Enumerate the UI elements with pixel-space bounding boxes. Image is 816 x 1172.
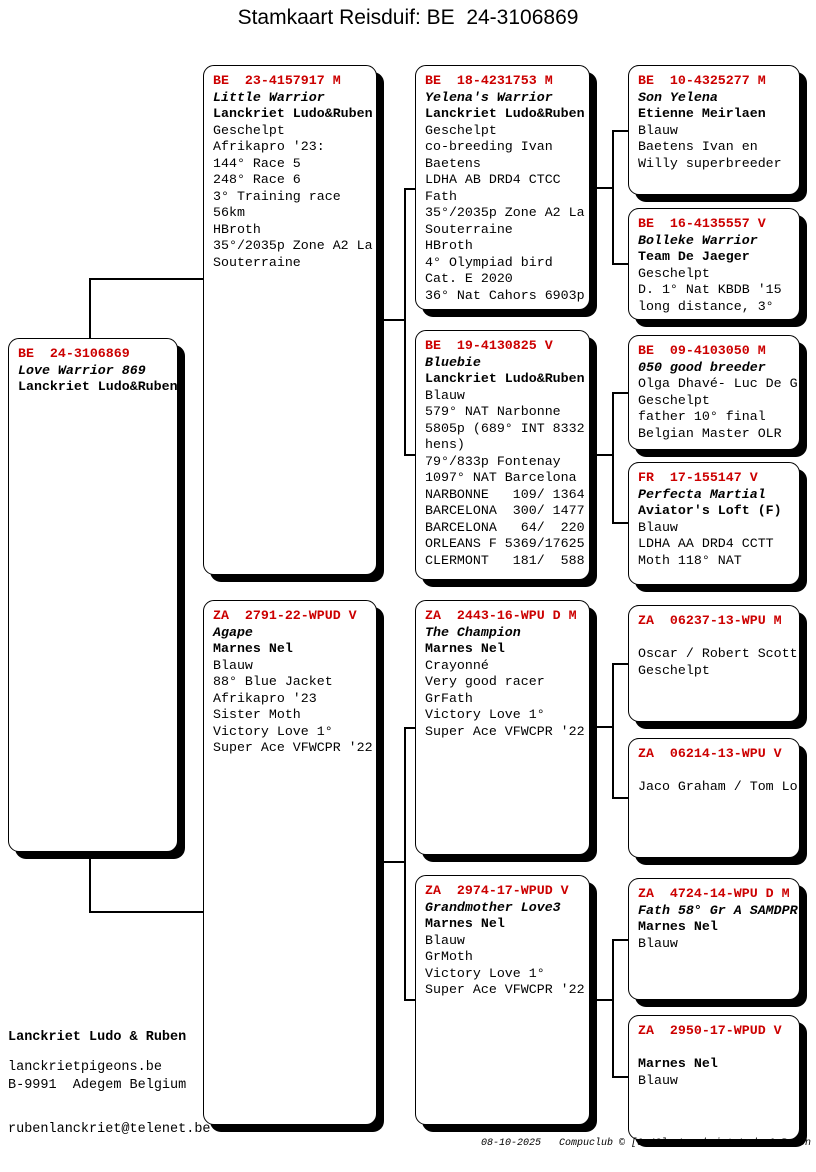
pedigree-connector-line — [597, 187, 612, 189]
detail-line: HBroth — [425, 238, 473, 253]
box-subject — [8, 338, 178, 852]
pigeon-details — [638, 520, 790, 570]
fancier-name: Aviator's Loft (F) — [638, 503, 782, 518]
ring-number: ZA 06237-13-WPU M — [638, 613, 782, 628]
detail-line: 36° Nat Cahors 6903p — [425, 287, 585, 303]
detail-line: Willy superbreeder — [638, 155, 782, 171]
pigeon-details — [638, 393, 790, 443]
pedigree-connector-line — [404, 999, 415, 1001]
pedigree-connector-line — [612, 392, 628, 394]
pedigree-connector-line — [612, 1076, 628, 1078]
pigeon-details — [425, 657, 585, 741]
detail-line: father 10° final — [638, 409, 766, 424]
pigeon-details — [213, 122, 373, 272]
detail-line: Very good racer — [425, 674, 545, 689]
breeder-name: Lanckriet Ludo & Ruben — [8, 1030, 187, 1045]
detail-line: 144° Race 5 — [213, 155, 301, 171]
pigeon-name: 050 good breeder — [638, 359, 766, 375]
fancier-name: Team De Jaeger — [638, 249, 750, 264]
detail-line: 1097° NAT Barcelona — [425, 470, 577, 485]
fancier-name: Jaco Graham / Tom Lo — [638, 779, 798, 794]
ring-number: ZA 2791-22-WPUD V — [213, 608, 357, 623]
pigeon-details — [425, 932, 585, 999]
pedigree-connector-line — [612, 522, 628, 524]
pedigree-connector-line — [597, 454, 612, 456]
pedigree-connector-line — [89, 278, 91, 339]
pedigree-connector-line — [384, 861, 404, 863]
detail-line: Souterraine — [425, 221, 513, 237]
detail-line: 4° Olympiad bird — [425, 254, 553, 270]
pedigree-connector-line — [612, 263, 628, 265]
detail-line: Geschelpt — [638, 265, 710, 281]
pigeon-details — [638, 123, 790, 173]
ring-number: BE 24-3106869 — [18, 346, 130, 361]
box-great-grandparent-6 — [628, 738, 800, 858]
detail-line: Cat. E 2020 — [425, 271, 513, 286]
detail-line: BARCELONA 64/ 220 — [425, 519, 585, 535]
fancier-name: Marnes Nel — [213, 641, 293, 656]
detail-line: Victory Love 1° — [213, 723, 333, 739]
ring-number: BE 23-4157917 M — [213, 73, 341, 88]
detail-line: 56km — [213, 205, 245, 220]
detail-line: NARBONNE 109/ 1364 — [425, 486, 585, 502]
detail-line: Geschelpt — [213, 122, 285, 138]
detail-line: Super Ace VFWCPR '22 — [213, 740, 373, 755]
detail-line: long distance, 3° — [638, 298, 774, 314]
detail-line: 3° Training race — [213, 188, 341, 204]
detail-line: CLERMONT 181/ 588 — [425, 552, 585, 568]
pedigree-connector-line — [612, 663, 614, 799]
detail-line: 248° Race 6 — [213, 172, 301, 187]
detail-line: Victory Love 1° — [425, 965, 545, 981]
fancier-name: Olga Dhavé- Luc De G — [638, 376, 798, 391]
fancier-name: Marnes Nel — [425, 916, 505, 931]
detail-line: Fath — [425, 188, 457, 204]
pigeon-name: Yelena's Warrior — [425, 89, 553, 105]
box-maternal-grandsire — [415, 600, 590, 855]
fancier-name: Lanckriet Ludo&Ruben — [425, 371, 585, 386]
fancier-name: Oscar / Robert Scott — [638, 646, 798, 661]
pigeon-name — [638, 763, 790, 780]
detail-line: Victory Love 1° — [425, 707, 545, 722]
ring-number: BE 19-4130825 V — [425, 338, 553, 353]
fancier-name: Lanckriet Ludo&Ruben — [425, 106, 585, 121]
detail-line: Belgian Master OLR — [638, 425, 782, 441]
ring-number: ZA 06214-13-WPU V — [638, 746, 782, 761]
pedigree-connector-line — [89, 278, 203, 280]
ring-number: ZA 4724-14-WPU D M — [638, 886, 790, 901]
print-footer: 08-10-2025 Compuclub © [9.48] Lanckriet Ludo & Ruben — [480, 1138, 811, 1149]
box-great-grandparent-7 — [628, 878, 800, 1000]
detail-line: Souterraine — [213, 254, 301, 270]
detail-line: GrMoth — [425, 949, 473, 964]
ring-number: BE 10-4325277 M — [638, 73, 766, 88]
pigeon-details — [638, 1073, 790, 1090]
detail-line: Moth 118° NAT — [638, 552, 742, 568]
detail-line: Blauw — [638, 935, 678, 951]
ring-number: BE 18-4231753 M — [425, 73, 553, 88]
pedigree-connector-line — [612, 392, 614, 524]
detail-line: Blauw — [425, 387, 465, 403]
detail-line: Sister Moth — [213, 707, 301, 722]
detail-line: ORLEANS F 5369/17625 — [425, 536, 585, 551]
detail-line: Afrikapro '23 — [213, 690, 317, 706]
breeder-website: lanckrietpigeons.be — [8, 1060, 162, 1075]
box-great-grandparent-2 — [628, 208, 800, 320]
detail-line: 579° NAT Narbonne — [425, 404, 561, 419]
breeder-address: B-9991 Adegem Belgium — [8, 1078, 187, 1093]
pedigree-connector-line — [89, 852, 91, 912]
detail-line: 35°/2035p Zone A2 La — [425, 205, 585, 220]
page-title: Stamkaart Reisduif: BE 24-3106869 — [237, 6, 579, 29]
box-great-grandparent-1 — [628, 65, 800, 195]
pedigree-connector-line — [404, 727, 415, 729]
pigeon-name: Agape — [213, 624, 253, 640]
pigeon-name: Son Yelena — [638, 89, 718, 105]
detail-line: LDHA AB DRD4 CTCC — [425, 172, 561, 187]
pigeon-details — [638, 936, 790, 953]
detail-line: LDHA AA DRD4 CCTT — [638, 536, 774, 551]
detail-line: Baetens Ivan en — [638, 139, 758, 154]
detail-line: 35°/2035p Zone A2 La — [213, 238, 373, 253]
pigeon-details — [425, 387, 585, 570]
detail-line: Blauw — [638, 1072, 678, 1088]
detail-line: Afrikapro '23: — [213, 139, 325, 154]
detail-line: 79°/833p Fontenay — [425, 453, 561, 469]
detail-line: Blauw — [638, 519, 678, 535]
ring-number: BE 16-4135557 V — [638, 216, 766, 231]
pigeon-name: Grandmother Love3 — [425, 899, 561, 915]
fancier-name: Lanckriet Ludo&Ruben — [18, 379, 178, 394]
pedigree-connector-line — [404, 188, 406, 456]
pigeon-name: Bolleke Warrior — [638, 232, 758, 248]
detail-line: D. 1° Nat KBDB '15 — [638, 282, 782, 297]
fancier-name: Etienne Meirlaen — [638, 106, 766, 121]
pigeon-name — [638, 630, 790, 647]
detail-line: Blauw — [213, 657, 253, 673]
pedigree-connector-line — [404, 454, 415, 456]
pigeon-name: Bluebie — [425, 354, 481, 370]
ring-number: FR 17-155147 V — [638, 470, 758, 485]
pigeon-details — [425, 122, 585, 305]
pedigree-connector-line — [404, 727, 406, 1001]
fancier-name: Lanckriet Ludo&Ruben — [213, 106, 373, 121]
fancier-name: Marnes Nel — [425, 641, 505, 656]
pedigree-connector-line — [612, 130, 628, 132]
detail-line: Geschelpt — [638, 662, 710, 678]
pedigree-connector-line — [404, 188, 415, 190]
pigeon-details — [213, 657, 373, 757]
box-maternal-granddam — [415, 875, 590, 1125]
pigeon-name: Fath 58° Gr A SAMDPR — [638, 902, 798, 918]
pedigree-connector-line — [597, 999, 612, 1001]
detail-line: BARCELONA 300/ 1477 — [425, 503, 585, 518]
pigeon-name: The Champion — [425, 624, 521, 640]
pedigree-connector-line — [89, 911, 203, 913]
breeder-email: rubenlanckriet@telenet.be — [8, 1122, 211, 1137]
box-paternal-granddam — [415, 330, 590, 580]
pigeon-name: Little Warrior — [213, 89, 325, 105]
detail-line: Crayonné — [425, 657, 489, 673]
pigeon-details — [638, 266, 790, 316]
detail-line: co-breeding Ivan — [425, 139, 553, 154]
box-great-grandparent-5 — [628, 605, 800, 722]
box-great-grandparent-3 — [628, 335, 800, 450]
ring-number: BE 09-4103050 M — [638, 343, 766, 358]
box-dam — [203, 600, 377, 1125]
box-paternal-grandsire — [415, 65, 590, 310]
pedigree-connector-line — [612, 939, 614, 1078]
detail-line: Blauw — [638, 122, 678, 138]
detail-line: Super Ace VFWCPR '22 — [425, 982, 585, 997]
detail-line: HBroth — [213, 221, 261, 237]
ring-number: ZA 2443-16-WPU D M — [425, 608, 577, 623]
detail-line: hens) — [425, 437, 465, 452]
pedigree-connector-line — [612, 130, 614, 265]
pedigree-connector-line — [612, 939, 628, 941]
detail-line: 88° Blue Jacket — [213, 674, 333, 689]
box-sire — [203, 65, 377, 575]
fancier-name: Marnes Nel — [638, 1056, 718, 1071]
detail-line: Geschelpt — [425, 122, 497, 138]
detail-line: Geschelpt — [638, 392, 710, 408]
pigeon-name: Perfecta Martial — [638, 486, 766, 502]
pedigree-connector-line — [612, 797, 628, 799]
ring-number: ZA 2950-17-WPUD V — [638, 1023, 782, 1038]
detail-line: Baetens — [425, 155, 481, 171]
detail-line: 5805p (689° INT 8332 — [425, 420, 585, 436]
detail-line: Super Ace VFWCPR '22 — [425, 723, 585, 739]
ring-number: ZA 2974-17-WPUD V — [425, 883, 569, 898]
pigeon-name: Love Warrior 869 — [18, 362, 146, 378]
box-great-grandparent-8 — [628, 1015, 800, 1140]
pigeon-details — [638, 663, 790, 680]
box-great-grandparent-4 — [628, 462, 800, 585]
pedigree-connector-line — [612, 663, 628, 665]
pigeon-name — [638, 1040, 790, 1057]
detail-line: GrFath — [425, 690, 473, 706]
pedigree-connector-line — [384, 319, 404, 321]
fancier-name: Marnes Nel — [638, 919, 718, 934]
pedigree-connector-line — [597, 726, 612, 728]
detail-line: Blauw — [425, 932, 465, 948]
